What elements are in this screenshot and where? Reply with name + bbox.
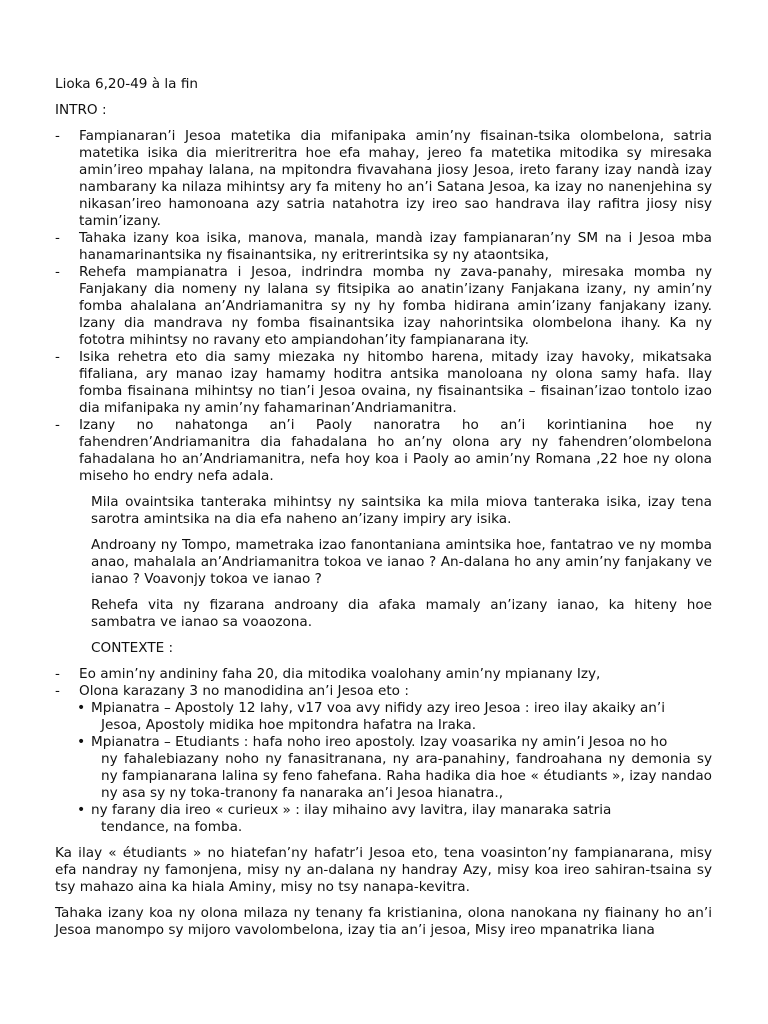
bullet-text: Mpianatra – Apostoly 12 lahy, v17 voa avy nifidy azy ireo Jesoa : ireo ilay akaiky an’i — [91, 700, 666, 716]
paragraph: Ka ilay « étudiants » no hiatefan’ny hafatr’i Jesoa eto, tena voasinton’ny fampianarana, misy efa nandray ny famonjena, misy ny an-dalana ny handray Azy, misy koa ireo sahiran-tsaina sy tsy mahazo aina ka hiala Aminy, misy no tsy nanapa-kevitra. — [55, 845, 712, 895]
list-item: - Izany no nahatonga an’i Paoly nanoratra ho an’i korintianina hoe ny fahendren’Andriamanitra dia fahadalana ho an’ny olona ary ny fahendren’olombelona fahadalana ho an’Andriamanitra, nefa hoy koa i Paoly ao amin’ny Romana ,22 hoe ny olona miseho ho endry nefa adala. — [55, 417, 712, 484]
document-page — [55, 76, 712, 948]
bullet-icon: • — [77, 700, 86, 716]
bullet-text-continued: ny fahalebiazany noho ny fanasitranana, ny ara-panahiny, fandroahana ny demonia sy ny fampianarana lalina sy feno fahefana. Raha hadika dia hoe « étudiants », izay nandao ny asa sy ny toka-tranony fa nanaraka an’i Jesoa hianatra., — [101, 751, 712, 801]
bullet-text: Mpianatra – Etudiants : hafa noho ireo apostoly. Izay voasarika ny amin’i Jesoa no ho — [91, 734, 668, 750]
bullet-item — [77, 802, 712, 836]
intro-list — [55, 128, 712, 485]
bullet-text-continued: Jesoa, Apostoly midika hoe mpitondra hafatra na Iraka. — [101, 717, 477, 733]
list-item: - Rehefa mampianatra i Jesoa, indrindra momba ny zava-panahy, miresaka momba ny Fanjakany dia nomeny ny lalana sy fitsipika ao anatin’izany Fanjakana izany, ny amin’ny fomba ahalalana an’Andriamanitra sy ny hy fomba hidirana amin’izany fanjakany izany. Izany dia mandrava ny fomba fisainantsika izay nahorintsika olombelona ihany. Ka ny fototra mihintsy no ravany eto ampiandohan’ity fampianarana ity. — [55, 264, 712, 348]
list-item: - Eo amin’ny andininy faha 20, dia mitodika voalohany amin’ny mpianany Izy, — [55, 666, 601, 682]
bullet-icon: • — [77, 734, 86, 750]
list-item: - Tahaka izany koa isika, manova, manala, mandà izay fampianaran’ny SM na i Jesoa mba hanamarinantsika ny fisainantsika, ny eritrerintsika sy ny ataontsika, — [55, 230, 712, 263]
list-item: - Isika rehetra eto dia samy miezaka ny hitombo harena, mitady izay havoky, mikatsaka fifaliana, ary manao izay hamamy hoditra antsika manoloana ny olona samy hafa. Ilay fomba fisainana mihintsy no tian’i Jesoa ovaina, ny fisainantsika – fisainan’izao tontolo izao dia mifanipaka ny amin’ny fahamarinan’Andriamanitra. — [55, 349, 712, 416]
list-item-text: Tahaka izany koa isika, manova, manala, mandà izay fampianaran’ny SM na i Jesoa mba hanamarinantsika ny fisainantsika, ny eritrerintsika sy ny ataontsika, — [79, 230, 712, 263]
bullet-item — [77, 700, 712, 734]
contexte-label: CONTEXTE : — [91, 640, 174, 656]
list-item: - Fampianaran’i Jesoa matetika dia mifanipaka amin’ny fisainan-tsika olombelona, satria matetika isika dia mieritreritra hoe efa mahay, jereo fa matetika mitodika sy miresaka amin’ireo mpahay lalana, na mpitondra fivavahana jiosy Jesoa, ireto farany izay nandà izay nambarany ka nilaza mihintsy ary fa miteny ho an’i Satana Jesoa, ka izay no nanenjehina sy nikasan’ireo hamonoana azy satria natahotra izy ireo sao handrava ilay rafitra jiosy nisy tamin’izany. — [55, 128, 712, 229]
bullet-list — [77, 700, 712, 836]
list-item-text: Rehefa mampianatra i Jesoa, indrindra momba ny zava-panahy, miresaka momba ny Fanjakany dia nomeny ny lalana sy fitsipika ao anatin’izany Fanjakana izany, ny amin’ny fomba ahalalana an’Andriamanitra sy ny hy fomba hidirana amin’izany fanjakany izany. Izany dia mandrava ny fomba fisainantsika izay nahorintsika olombelona ihany. Ka ny fototra mihintsy no ravany eto ampiandohan’ity fampianarana ity. — [79, 264, 712, 348]
paragraph: Mila ovaintsika tanteraka mihintsy ny saintsika ka mila miova tanteraka isika, izay tena sarotra amintsika na dia efa naheno an’izany impiry ary isika. — [91, 494, 712, 527]
document-title: Lioka 6,20-49 à la fin — [55, 76, 198, 92]
list-item-text: Olona karazany 3 no manodidina an’i Jesoa eto : — [79, 683, 409, 699]
paragraph: Rehefa vita ny fizarana androany dia afaka mamaly an’izany ianao, ka hiteny hoe sambatra ve ianao sa voaozona. — [91, 597, 712, 630]
list-item-text: Fampianaran’i Jesoa matetika dia mifanipaka amin’ny fisainan-tsika olombelona, satria matetika isika dia mieritreritra hoe efa mahay, jereo fa matetika mitodika sy miresaka amin’ireo mpahay lalana, na mpitondra fivavahana jiosy Jesoa, ireto farany izay nandà izay nambarany ka nilaza mihintsy ary fa miteny ho an’i Satana Jesoa, ka izay no nanenjehina sy nikasan’ireo hamonoana azy satria natahotra izy ireo sao handrava ilay rafitra jiosy nisy tamin’izany. — [79, 128, 712, 229]
contexte-list — [55, 666, 712, 700]
bullet-text-continued: tendance, na fomba. — [101, 819, 243, 835]
bullet-icon: • — [77, 802, 86, 818]
list-item: - Olona karazany 3 no manodidina an’i Jesoa eto : — [55, 683, 409, 699]
list-item-text: Izany no nahatonga an’i Paoly nanoratra ho an’i korintianina hoe ny fahendren’Andriamanitra dia fahadalana ho an’ny olona ary ny fahendren’olombelona fahadalana ho an’Andriamanitra, nefa hoy koa i Paoly ao amin’ny Romana ,22 hoe ny olona miseho ho endry nefa adala. — [79, 417, 712, 484]
bullet-item — [77, 734, 712, 802]
intro-label: INTRO : — [55, 102, 107, 118]
paragraph: Androany ny Tompo, mametraka izao fanontaniana amintsika hoe, fantatrao ve ny momba anao, mahalala an’Andriamanitra tokoa ve ianao ? An-dalana ho any amin’ny fanjakany ve ianao ? Voavonjy tokoa ve ianao ? — [91, 537, 712, 587]
list-item-text: Eo amin’ny andininy faha 20, dia mitodika voalohany amin’ny mpianany Izy, — [79, 666, 601, 682]
paragraph: Tahaka izany koa ny olona milaza ny tenany fa kristianina, olona nanokana ny fiainany ho an’i Jesoa manompo sy mijoro vavolombelona, izay tia an’i jesoa, Misy ireo mpanatrika liana — [55, 905, 712, 938]
list-item-text: Isika rehetra eto dia samy miezaka ny hitombo harena, mitady izay havoky, mikatsaka fifaliana, ary manao izay hamamy hoditra antsika manoloana ny olona samy hafa. Ilay fomba fisainana mihintsy no tian’i Jesoa ovaina, ny fisainantsika – fisainan’izao tontolo izao dia mifanipaka ny amin’ny fahamarinan’Andriamanitra. — [79, 349, 712, 416]
bullet-text: ny farany dia ireo « curieux » : ilay mihaino avy lavitra, ilay manaraka satria — [91, 802, 612, 818]
